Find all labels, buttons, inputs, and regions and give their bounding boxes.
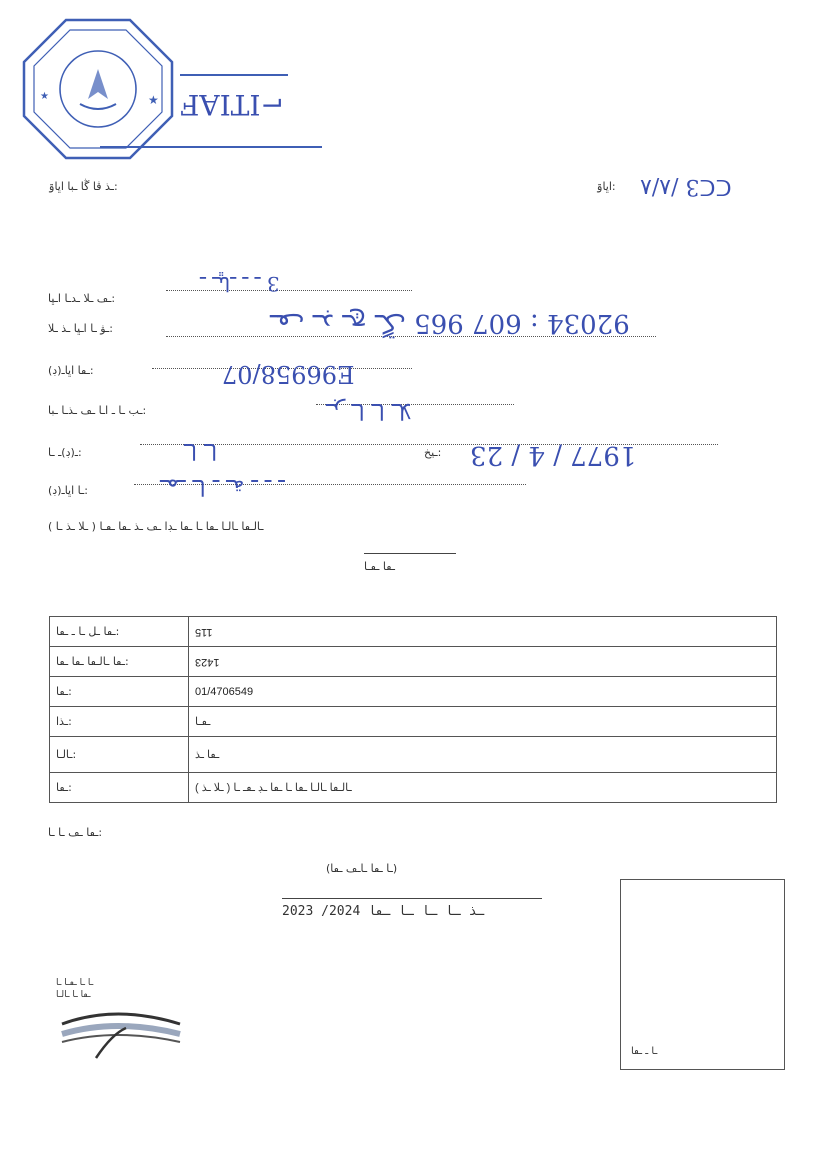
official-stamp [18, 14, 178, 168]
row-label: ـڡا: [50, 773, 189, 803]
row-value: ـڡا ـذ [189, 737, 777, 773]
row-value: 1423 [195, 655, 220, 668]
field-value: 3 ـ ـڀاـ ـ ـ [200, 272, 280, 296]
table-row [50, 773, 777, 803]
footer-paren-label: (ـا ـڡا ـاـڡ ـڡا) [326, 862, 398, 875]
field-label: ـڡ ـلا ـدـا اـڀا: [48, 292, 116, 305]
field-label: ـڡا اڀاـ(ڊ): [48, 364, 94, 377]
logo-text: ـا ـا ـڡـا ـا [56, 978, 94, 988]
statement-text: ( ـلا ـذ ـا ) ـالـڡا ـالـا ـڡا ـا ـڡا ـڊا ـڡ ـذ ـڡا ـڡـا [48, 520, 264, 533]
header-left-label: ـذ ڤا ڴا ـبا اڀاۊ: [48, 180, 118, 193]
svg-text:★: ★ [40, 91, 49, 102]
ministry-logo [56, 978, 186, 1064]
date-label: اڀاۊ: [596, 180, 616, 193]
table-row [50, 737, 777, 773]
seal-icon [18, 14, 178, 164]
row-value: ( ـلا ـذ ) ـالـڡا ـالـا ـڡا ـا ـڡا ـڊ ـڡـ ـا [189, 773, 777, 803]
svg-text:★: ★ [148, 93, 159, 107]
table-row [50, 647, 777, 677]
date-value: ᑕᑕ3 /٨/٨ [640, 174, 732, 199]
field-label: ـۋ ـا اـڀا ـذ ـلا: [48, 322, 113, 335]
year-text: 2023 /2024 ـذ ـا ـا ـا ـڡا [282, 904, 485, 919]
logo-text: ـڡا ـا ـالـا [56, 990, 91, 1000]
row-label: ـذا: [50, 707, 189, 737]
center-rule [364, 553, 456, 554]
stamp-line [180, 74, 288, 76]
center-label: ـڡا ـڡـا [364, 560, 395, 573]
row-label: ـڡا ـل ـا ـ ـڡا: [50, 617, 189, 647]
table-row [50, 707, 777, 737]
field-value: ـمـ ـا ـ ـة ـ ـ ـ [160, 474, 285, 499]
row-value: 01/4706549 [195, 685, 254, 698]
info-table [49, 616, 777, 803]
signature-label: ـڡا ـڡ ـا ـا: [48, 826, 103, 839]
photo-label: ـا ـ ـڡا [631, 1046, 658, 1057]
row-label: ـڡا: [50, 677, 189, 707]
row-value: ـڡـا [189, 707, 777, 737]
footer-rule [282, 898, 542, 899]
table-row [50, 677, 777, 707]
field-value: 1977 / 4 / 23 [470, 440, 637, 470]
row-value: 115 [195, 625, 213, 638]
logo-waves-icon [56, 1004, 186, 1060]
field-label: ـ(ڊ)ـ ـا: [48, 446, 82, 459]
table-row [50, 617, 777, 647]
stamp-underline [100, 146, 322, 148]
field-label: ـا اڀاـ(ڊ): [48, 484, 88, 497]
row-label: ـڡا ـالـڡا ـڡا ـڡا: [50, 647, 189, 677]
field-label: ـيخ: [424, 446, 442, 459]
field-label: ـب ـا ـ اـا ـڡ ـذـا ـبا: [48, 404, 147, 417]
signature: ⌐ITIAF [180, 88, 284, 121]
field-value: ـا ـا [184, 438, 218, 463]
field-value: 92034 : ـڡ ـڊ ـڄ ـڱ 965 607 [270, 308, 630, 338]
photo-box [620, 879, 785, 1070]
row-label: ـالـا: [50, 737, 189, 773]
field-value: ـڔ ـا ـا ـلا [326, 398, 412, 423]
field-value: E96958/07 [222, 360, 355, 388]
